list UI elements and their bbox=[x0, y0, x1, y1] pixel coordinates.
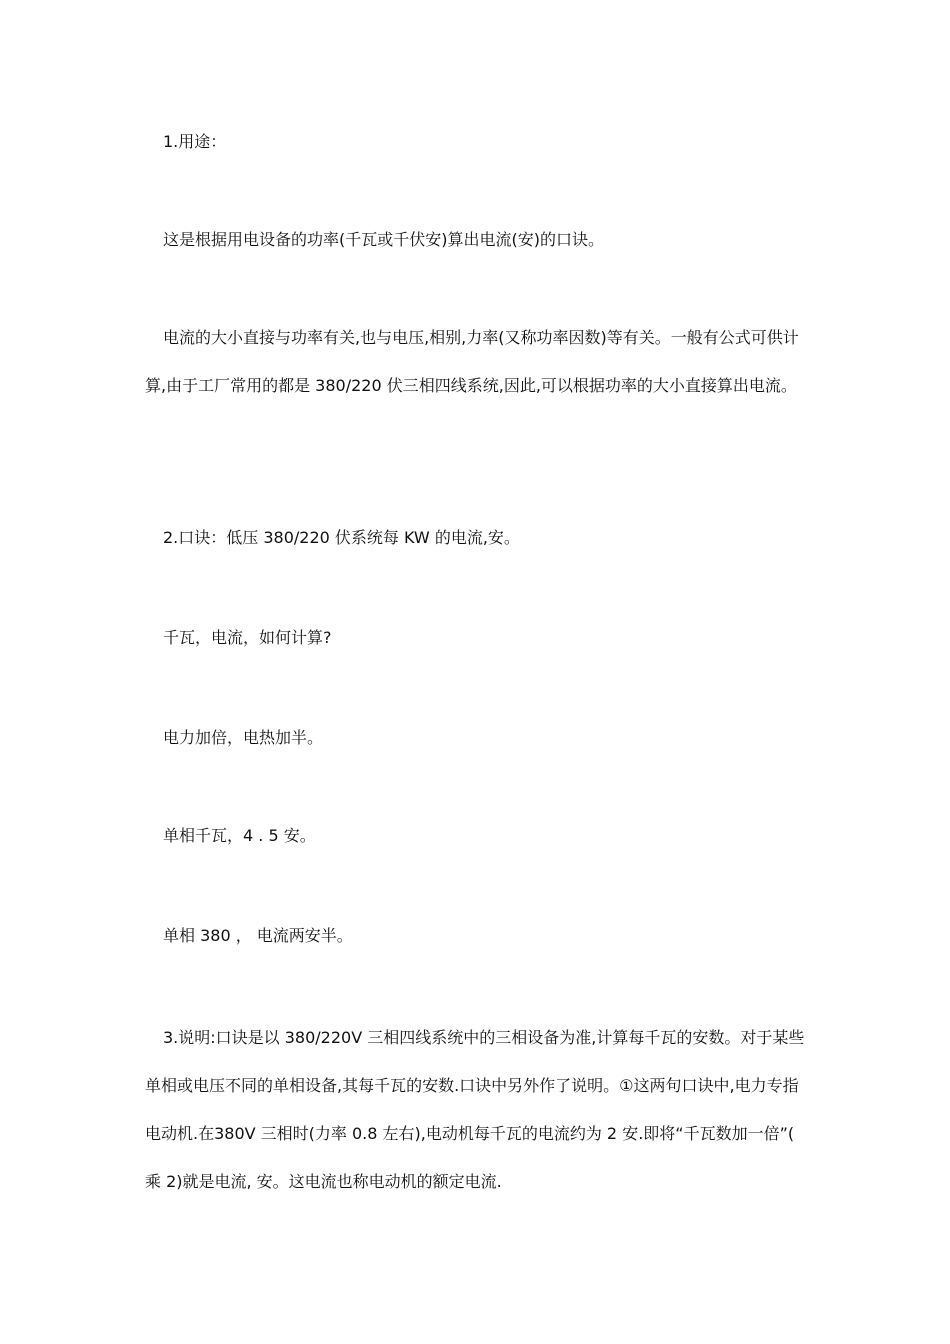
section-3-explanation: 3.说明:口诀是以 380/220V 三相四线系统中的三相设备为准,计算每千瓦的安数。对于某些单相或电压不同的单相设备,其每千瓦的安数.口诀中另外作了说明。①这两句口诀中,电力专指电动机.在380V 三相时(力率 0.8 左右),电动机每千瓦的电流约为 2 安.即将“千瓦数加一倍”( 乘 2)就是电流, 安。这电流也称电动机的额定电流. bbox=[145, 1028, 805, 1191]
purpose-paragraph: 这是根据用电设备的功率(千瓦或千伏安)算出电流(安)的口诀。 bbox=[163, 230, 604, 249]
rhyme-line-3: 单相千瓦，4 . 5 安。 bbox=[163, 826, 316, 845]
rhyme-line-1: 千瓦，电流，如何计算? bbox=[163, 628, 332, 647]
section-2-heading: 2.口诀：低压 380/220 伏系统每 KW 的电流,安。 bbox=[163, 528, 520, 547]
rhyme-line-2: 电力加倍，电热加半。 bbox=[163, 728, 324, 747]
section-1-heading: 1.用途： bbox=[163, 132, 227, 151]
rhyme-line-4: 单相 380 ， 电流两安半。 bbox=[163, 926, 353, 945]
current-explanation-paragraph: 电流的大小直接与功率有关,也与电压,相别,力率(又称功率因数)等有关。一般有公式可供计算,由于工厂常用的都是 380/220 伏三相四线系统,因此,可以根据功率的大小直接算出电流。 bbox=[145, 328, 799, 395]
